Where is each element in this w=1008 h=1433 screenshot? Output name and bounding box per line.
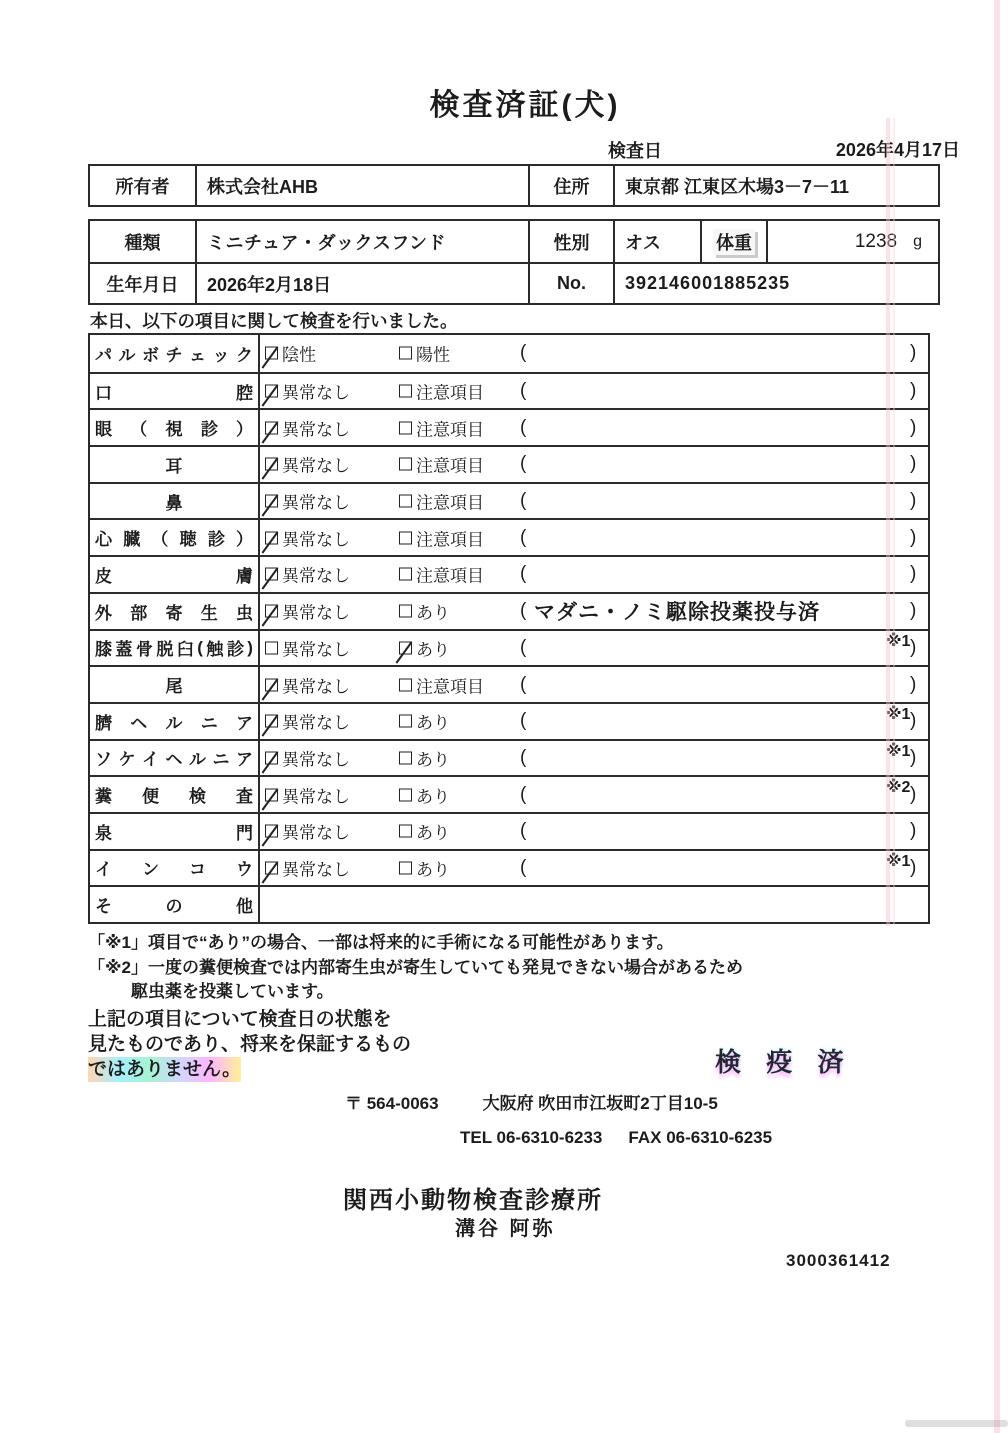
ref-mark (886, 447, 928, 482)
option-1-label: 異常なし (282, 787, 350, 807)
ref-mark: ※2 (886, 779, 911, 797)
option-2-label: 注意項目 (416, 566, 484, 586)
ref-mark: ※1 (886, 742, 911, 760)
no-value: 392146001885235 (625, 273, 791, 293)
option-2-label: あり (416, 713, 450, 733)
checklist-row (90, 739, 928, 776)
paren-close: ) (910, 342, 917, 364)
option-1-label: 異常なし (282, 456, 350, 476)
scan-artifact-line (994, 0, 1000, 1433)
checklist-row (90, 408, 928, 445)
clinic-address-line (345, 1089, 718, 1114)
checklist-row (90, 518, 928, 555)
option-2-label: あり (416, 750, 450, 770)
option-2-checkbox (399, 788, 412, 801)
paren-close: ) (910, 783, 917, 805)
option-2-checkbox (399, 347, 412, 360)
checklist-row (90, 849, 928, 886)
row-options (260, 594, 917, 629)
checklist-row (90, 702, 928, 739)
paren-close: ) (910, 563, 917, 585)
paren-close: ) (910, 673, 917, 695)
option-1-label: 異常なし (282, 383, 350, 403)
paren-open: ( (520, 746, 527, 768)
option-2-label: あり (416, 823, 450, 843)
clinic-name: 関西小動物検査診療所 (343, 1187, 603, 1214)
row-options (260, 484, 917, 519)
checklist-row (90, 335, 928, 372)
exam-date-value: 2026年4月17日 (835, 140, 960, 160)
serial-number: 3000361412 (786, 1251, 891, 1270)
paren-close: ) (910, 526, 917, 548)
option-1-checkbox (265, 678, 278, 691)
option-1-checkbox (265, 825, 278, 838)
sex-label: 性別 (530, 221, 615, 262)
paren-close: ) (910, 490, 917, 512)
checklist-row (90, 629, 928, 666)
option-1-checkbox (265, 751, 278, 764)
scan-artifact-smudge (905, 1420, 1008, 1427)
row-options (260, 447, 917, 482)
postal-code: 〒 564-0063 (345, 1094, 439, 1113)
option-1-checkbox (265, 495, 278, 508)
pet-info-row-2 (90, 262, 938, 303)
option-1-checkbox (265, 568, 278, 581)
row-label: イ ン コ ウ (90, 851, 260, 886)
option-1-label: 異常なし (282, 713, 350, 733)
option-2-checkbox (399, 641, 412, 654)
row-label: ソ ケ イ ヘ ル ニ ア (90, 741, 260, 776)
footnote-2-line-1: 「※2」一度の糞便検査では内部寄生虫が寄生していても発見できない場合があるため (88, 958, 743, 977)
paren-note: マダニ・ノミ駆除投薬投与済 (534, 601, 820, 625)
checklist-row (90, 775, 928, 812)
paren-close: ) (910, 856, 917, 878)
row-label: 心 臓 （ 聴 診 ） (90, 520, 260, 555)
row-label: パ ル ボ チ ェ ッ ク (90, 335, 260, 372)
row-label: 糞 便 検 査 (90, 777, 260, 812)
paren-open: ( (520, 380, 527, 402)
disclaimer-line-2: 見たものであり、将来を保証するもの (88, 1034, 412, 1055)
birthdate-label: 生年月日 (90, 264, 197, 303)
paren-open: ( (520, 856, 527, 878)
row-options (260, 741, 917, 776)
row-options (260, 851, 917, 886)
option-1-label: 異常なし (282, 420, 350, 440)
ref-mark (886, 594, 928, 629)
row-options (260, 410, 917, 445)
option-2-checkbox (399, 568, 412, 581)
paren-open: ( (520, 563, 527, 585)
option-1-checkbox (265, 421, 278, 434)
row-options (260, 667, 917, 702)
weight-label-box: 体重 (713, 229, 755, 255)
clinic-tel: TEL 06-6310-6233 (460, 1128, 603, 1147)
disclaimer-line-3: ではありません。 (88, 1059, 242, 1080)
option-2-label: 注意項目 (416, 420, 484, 440)
quarantine-stamp: 検 疫 済 (715, 1047, 853, 1077)
option-2-label: あり (416, 640, 450, 660)
paren-close: ) (910, 453, 917, 475)
option-1-label: 異常なし (282, 823, 350, 843)
row-label: 眼 （ 視 診 ） (90, 410, 260, 445)
row-options (260, 335, 917, 372)
option-1-label: 異常なし (282, 603, 350, 623)
owner-address-table (88, 164, 940, 207)
checklist-table (88, 333, 930, 924)
row-options (260, 814, 917, 849)
checklist-row (90, 372, 928, 409)
owner-label: 所有者 (90, 166, 197, 205)
exam-date-label: 検査日 (608, 141, 662, 161)
paren-open: ( (520, 453, 527, 475)
row-options (260, 374, 917, 409)
ref-mark (886, 814, 928, 849)
option-1-checkbox (265, 861, 278, 874)
paren-open: ( (520, 820, 527, 842)
birthdate-value: 2026年2月18日 (197, 264, 530, 303)
ref-mark: ※1 (886, 852, 911, 870)
row-options (260, 704, 917, 739)
ref-mark (886, 410, 928, 445)
option-2-label: 注意項目 (416, 493, 484, 513)
option-1-checkbox (265, 605, 278, 618)
address-value: 東京都 江東区木場3－7－11 (625, 176, 850, 197)
weight-unit: g (913, 232, 922, 250)
option-1-label: 異常なし (282, 493, 350, 513)
owner-address-row (90, 166, 938, 205)
row-label: 耳 (90, 447, 260, 482)
clinic-fax: FAX 06-6310-6235 (628, 1128, 773, 1147)
paren-open: ( (520, 710, 527, 732)
option-2-checkbox (399, 861, 412, 874)
paren-open: ( (520, 783, 527, 805)
paren-open: ( (520, 416, 527, 438)
checklist-row (90, 665, 928, 702)
option-2-checkbox (399, 495, 412, 508)
ref-mark (886, 374, 928, 409)
paren-open: ( (520, 636, 527, 658)
checklist-row (90, 885, 928, 922)
option-1-checkbox (265, 458, 278, 471)
pet-info-row-1 (90, 221, 938, 262)
row-options (260, 777, 917, 812)
pet-info-table (88, 219, 940, 305)
checklist-row (90, 445, 928, 482)
paren-close: ) (910, 710, 917, 732)
ref-mark (886, 667, 928, 702)
paren-open: ( (520, 600, 527, 622)
no-label: No. (530, 264, 615, 303)
checklist-row (90, 555, 928, 592)
row-options (260, 520, 917, 555)
address-label: 住所 (530, 166, 615, 205)
option-2-checkbox (399, 458, 412, 471)
paren-close: ) (910, 636, 917, 658)
examiner-name: 溝谷 阿弥 (455, 1218, 556, 1240)
paren-close: ) (910, 600, 917, 622)
option-1-label: 異常なし (282, 566, 350, 586)
weight-label (702, 221, 768, 262)
option-2-checkbox (399, 605, 412, 618)
option-2-checkbox (399, 678, 412, 691)
footnote-1: 「※1」項目で“あり”の場合、一部は将来的に手術になる可能性があります。 (88, 933, 674, 952)
row-label: 口 腔 (90, 374, 260, 409)
option-1-label: 異常なし (282, 677, 350, 697)
option-1-checkbox (265, 788, 278, 801)
row-label: 膝 蓋 骨 脱 臼 ( 触 診 ) (90, 631, 260, 666)
option-1-checkbox (265, 347, 278, 360)
weight-value: 1238 (854, 230, 898, 252)
option-1-checkbox (265, 641, 278, 654)
option-2-checkbox (399, 825, 412, 838)
option-2-label: 注意項目 (416, 530, 484, 550)
paren-close: ) (910, 746, 917, 768)
option-2-checkbox (399, 751, 412, 764)
footnote-2-line-2: 駆虫薬を投薬しています。 (131, 982, 334, 1001)
row-label: 皮 膚 (90, 557, 260, 592)
sex-value: オス (615, 221, 702, 262)
clinic-address: 大阪府 吹田市江坂町2丁目10-5 (482, 1094, 718, 1113)
ref-mark (886, 520, 928, 555)
paren-close: ) (910, 820, 917, 842)
row-label: 鼻 (90, 484, 260, 519)
ref-mark (886, 887, 928, 922)
paren-open: ( (520, 490, 527, 512)
breed-label: 種類 (90, 221, 197, 262)
option-2-label: あり (416, 787, 450, 807)
paren-open: ( (520, 673, 527, 695)
row-options (260, 557, 917, 592)
option-1-label: 異常なし (282, 750, 350, 770)
option-2-label: 注意項目 (416, 677, 484, 697)
row-label: そ の 他 (90, 887, 260, 922)
option-2-label: あり (416, 860, 450, 880)
row-label: 臍 ヘ ル ニ ア (90, 704, 260, 739)
option-1-label: 異常なし (282, 860, 350, 880)
option-1-label: 異常なし (282, 530, 350, 550)
ref-mark: ※1 (886, 632, 911, 650)
paren-close: ) (910, 380, 917, 402)
row-label: 尾 (90, 667, 260, 702)
option-2-checkbox (399, 531, 412, 544)
option-2-checkbox (399, 715, 412, 728)
intro-text: 本日、以下の項目に関して検査を行いました。 (90, 311, 458, 331)
option-1-checkbox (265, 531, 278, 544)
option-2-checkbox (399, 421, 412, 434)
option-1-checkbox (265, 385, 278, 398)
ref-mark (886, 335, 928, 372)
option-2-label: あり (416, 603, 450, 623)
checklist-row (90, 482, 928, 519)
option-1-checkbox (265, 715, 278, 728)
option-2-label: 注意項目 (416, 383, 484, 403)
option-2-label: 陽性 (416, 345, 450, 365)
disclaimer-line-1: 上記の項目について検査日の状態を (88, 1009, 392, 1030)
page-title: 検査済証(犬) (429, 89, 621, 122)
weight-cell (768, 221, 938, 262)
option-1-label: 陰性 (282, 345, 316, 365)
paren-open: ( (520, 526, 527, 548)
paren-open: ( (520, 342, 527, 364)
row-label: 泉 門 (90, 814, 260, 849)
checklist-row (90, 592, 928, 629)
clinic-phone-line (460, 1128, 772, 1148)
ref-mark (886, 484, 928, 519)
breed-value: ミニチュア・ダックスフンド (197, 221, 530, 262)
row-options (260, 631, 917, 666)
row-label: 外 部 寄 生 虫 (90, 594, 260, 629)
owner-value: 株式会社AHB (197, 166, 530, 205)
disclaimer-text (88, 1007, 411, 1082)
checklist-row (90, 812, 928, 849)
option-2-label: 注意項目 (416, 456, 484, 476)
option-2-checkbox (399, 385, 412, 398)
row-options (260, 887, 886, 922)
option-1-label: 異常なし (282, 640, 350, 660)
ref-mark: ※1 (886, 705, 911, 723)
ref-mark (886, 557, 928, 592)
paren-close: ) (910, 416, 917, 438)
